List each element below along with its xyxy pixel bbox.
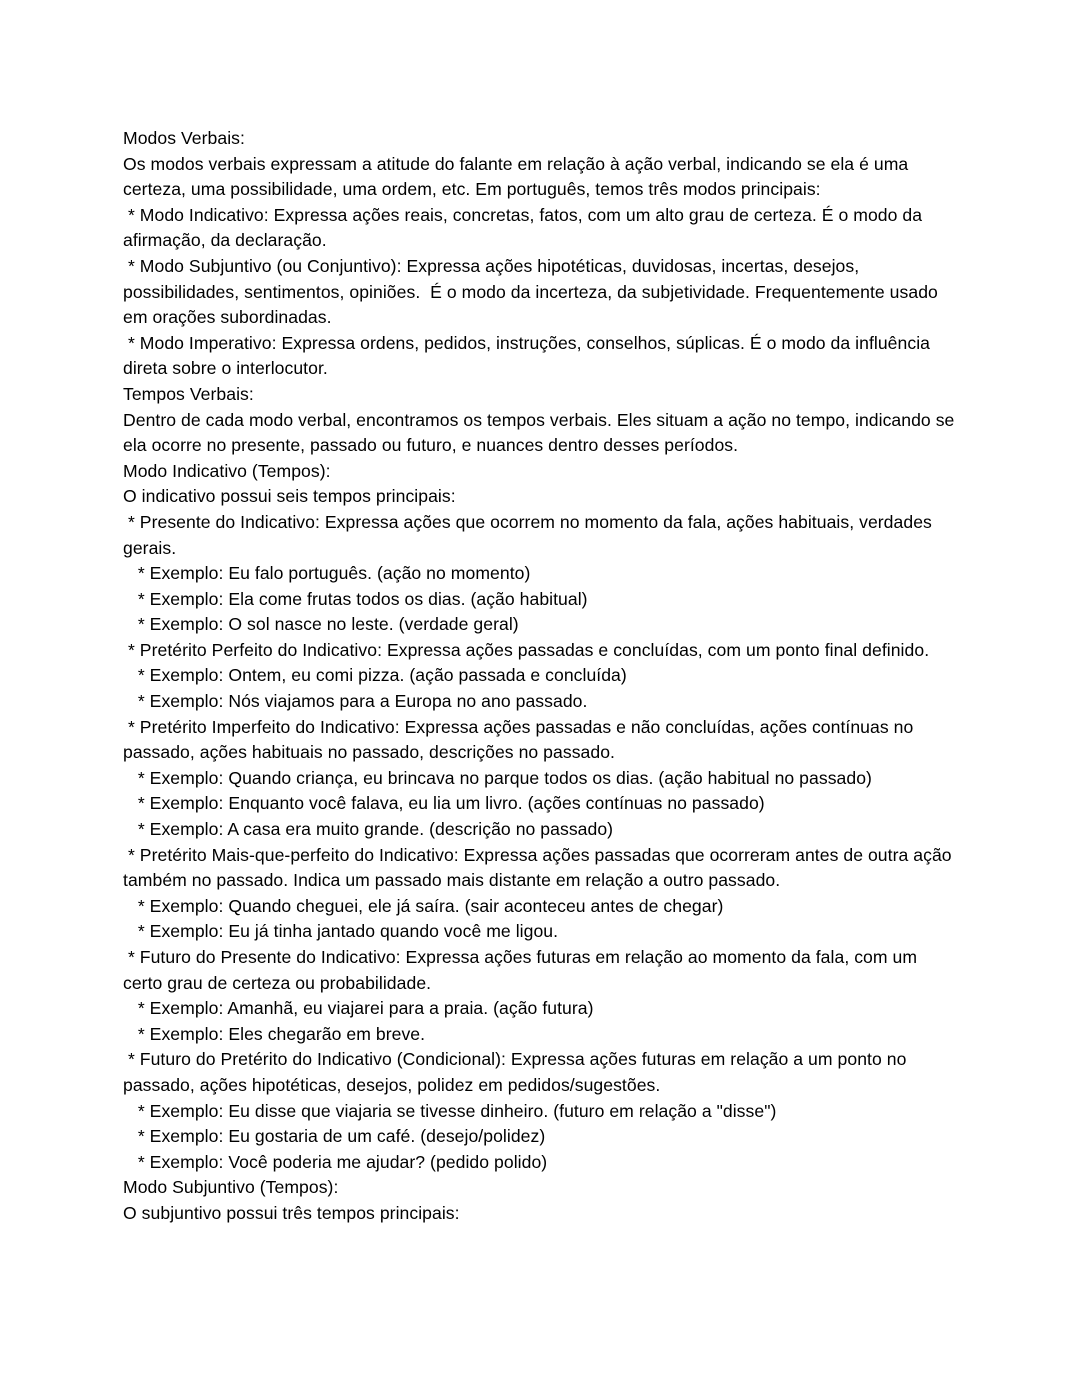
paragraph-indicativo-seis-tempos: O indicativo possui seis tempos principais: (123, 486, 456, 507)
heading-modos-verbais: Modos Verbais: (123, 128, 245, 148)
example-mais-que-perfeito-jantado: * Exemplo: Eu já tinha jantado quando você me ligou. (123, 921, 559, 942)
example-futuro-preterito-cafe: * Exemplo: Eu gostaria de um café. (desejo/polidez) (123, 1126, 546, 1147)
example-presente-habitual: * Exemplo: Ela come frutas todos os dias. (ação habitual) (123, 588, 588, 609)
paragraph-subjuntivo-tres-tempos: O subjuntivo possui três tempos principais: (123, 1202, 460, 1223)
list-item-futuro-do-presente: * Futuro do Presente do Indicativo: Expressa ações futuras em relação ao momento da fala, com um certo grau de certeza ou probabilidade. (123, 947, 923, 993)
list-item-presente-indicativo: * Presente do Indicativo: Expressa ações que ocorrem no momento da fala, ações habituais, verdades gerais. (123, 511, 937, 558)
example-futuro-presente-chegarao: * Exemplo: Eles chegarão em breve. (123, 1023, 426, 1044)
heading-tempos-verbais: Tempos Verbais: (123, 383, 254, 404)
example-futuro-presente-praia: * Exemplo: Amanhã, eu viajarei para a praia. (ação futura) (123, 998, 594, 1019)
example-futuro-preterito-dinheiro: * Exemplo: Eu disse que viajaria se tivesse dinheiro. (futuro em relação a "disse") (123, 1100, 777, 1121)
example-imperfeito-casa: * Exemplo: A casa era muito grande. (descrição no passado) (123, 819, 614, 840)
list-item-modo-imperativo: * Modo Imperativo: Expressa ordens, pedidos, instruções, conselhos, súplicas. É o modo da influência direta sobre o interlocutor. (123, 332, 935, 379)
example-imperfeito-lia: * Exemplo: Enquanto você falava, eu lia um livro. (ações contínuas no passado) (123, 793, 765, 814)
list-item-futuro-do-preterito: * Futuro do Pretérito do Indicativo (Condicional): Expressa ações futuras em relação a um ponto no passado, ações hipotéticas, desejos, polidez em pedidos/sugestões. (123, 1049, 912, 1095)
example-imperfeito-brincava: * Exemplo: Quando criança, eu brincava no parque todos os dias. (ação habitual no passado) (123, 767, 872, 788)
example-mais-que-perfeito-saira: * Exemplo: Quando cheguei, ele já saíra. (sair aconteceu antes de chegar) (123, 895, 724, 916)
document-text-body (123, 126, 961, 1227)
example-perfeito-europa: * Exemplo: Nós viajamos para a Europa no ano passado. (123, 691, 588, 712)
list-item-preterito-imperfeito: * Pretérito Imperfeito do Indicativo: Expressa ações passadas e não concluídas, ações contínuas no passado, ações habituais no passado, descrições no passado. (123, 716, 919, 763)
heading-modo-indicativo-tempos: Modo Indicativo (Tempos): (123, 460, 331, 481)
example-presente-momento: * Exemplo: Eu falo português. (ação no momento) (123, 563, 531, 584)
heading-modo-subjuntivo-tempos: Modo Subjuntivo (Tempos): (123, 1177, 339, 1198)
list-item-preterito-perfeito: * Pretérito Perfeito do Indicativo: Expressa ações passadas e concluídas, com um ponto final definido. (123, 639, 930, 660)
example-futuro-preterito-ajudar: * Exemplo: Você poderia me ajudar? (pedido polido) (123, 1151, 548, 1172)
list-item-mais-que-perfeito: * Pretérito Mais-que-perfeito do Indicativo: Expressa ações passadas que ocorreram antes de outra ação também no passado. Indica um passado mais distante em relação a outro passado. (123, 844, 957, 891)
list-item-modo-indicativo: * Modo Indicativo: Expressa ações reais, concretas, fatos, com um alto grau de certeza. É o modo da afirmação, da declaração. (123, 204, 928, 251)
paragraph-modos-verbais-intro: Os modos verbais expressam a atitude do falante em relação à ação verbal, indicando se ela é uma certeza, uma possibilidade, uma ordem, etc. Em português, temos três modos principais: (123, 153, 914, 200)
example-presente-verdade-geral: * Exemplo: O sol nasce no leste. (verdade geral) (123, 614, 519, 635)
list-item-modo-subjuntivo: * Modo Subjuntivo (ou Conjuntivo): Expressa ações hipotéticas, duvidosas, incertas, desejos, possibilidades, sentimentos, opiniões. É o modo da incerteza, da subjetividade. Frequentemente usado em orações subordinadas. (123, 255, 943, 328)
paragraph-tempos-verbais-intro: Dentro de cada modo verbal, encontramos os tempos verbais. Eles situam a ação no tempo, indicando se ela ocorre no presente, passado ou futuro, e nuances dentro desses períodos. (123, 409, 960, 456)
example-perfeito-pizza: * Exemplo: Ontem, eu comi pizza. (ação passada e concluída) (123, 665, 627, 686)
